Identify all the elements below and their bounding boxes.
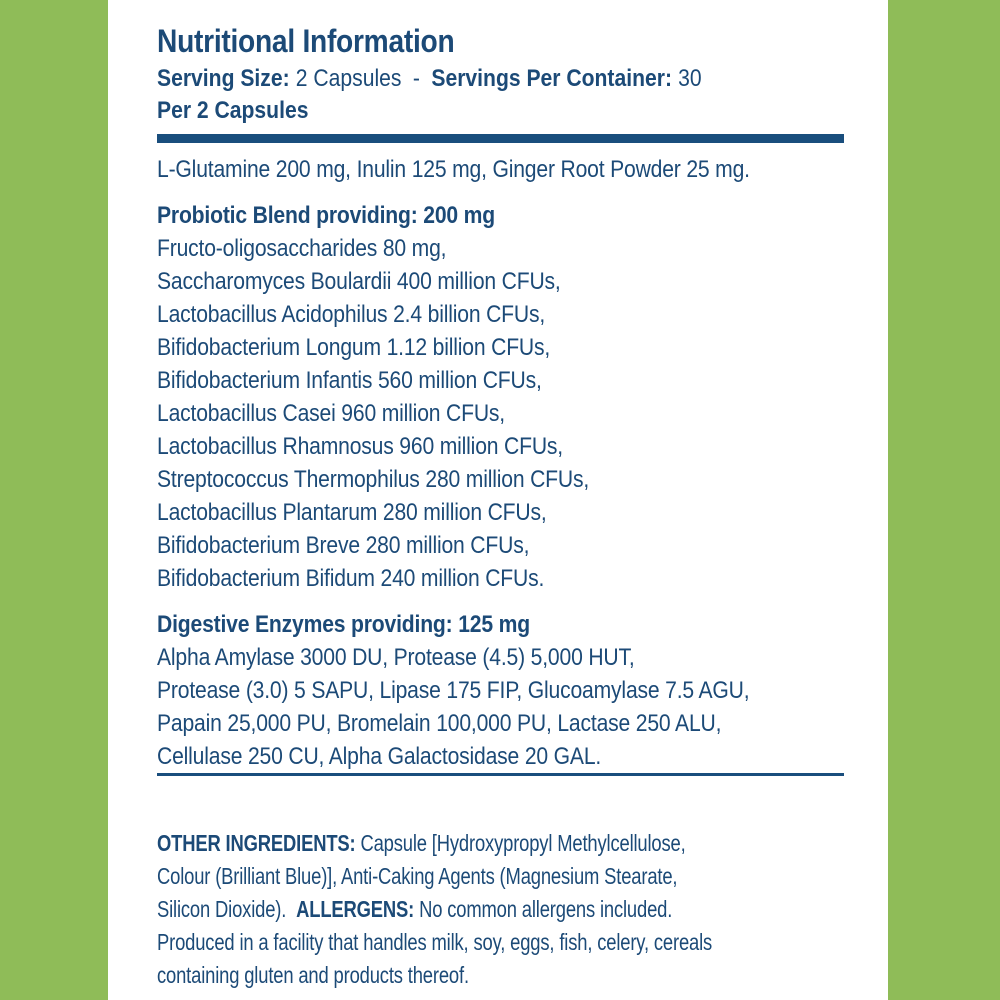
per-serving-heading: Per 2 Capsules: [157, 97, 309, 124]
footer-line: Produced in a facility that handles milk, soy, eggs, fish, celery, cereals: [157, 929, 713, 955]
probiotic-line: Saccharomyces Boulardii 400 million CFUs,: [157, 268, 561, 295]
probiotic-blend-heading: Probiotic Blend providing: 200 mg: [157, 202, 496, 229]
probiotic-line: Bifidobacterium Bifidum 240 million CFUs.: [157, 565, 545, 592]
serving-size-label: Serving Size:: [157, 65, 290, 92]
allergens-label: ALLERGENS:: [296, 896, 415, 922]
probiotic-line: Lactobacillus Acidophilus 2.4 billion CFUs,: [157, 301, 546, 328]
probiotic-line: Lactobacillus Casei 960 million CFUs,: [157, 400, 505, 427]
label-content: [108, 0, 888, 992]
enzyme-line: Alpha Amylase 3000 DU, Protease (4.5) 5,000 HUT,: [157, 644, 635, 671]
enzyme-line: Cellulase 250 CU, Alpha Galactosidase 20 GAL.: [157, 743, 602, 770]
footer-line: containing gluten and products thereof.: [157, 962, 469, 988]
other-ingredients-block: [157, 827, 844, 992]
footer-line: Silicon Dioxide). ALLERGENS: No common allergens included.: [157, 896, 673, 922]
footer-line: OTHER INGREDIENTS: Capsule [Hydroxypropyl Methylcellulose,: [157, 830, 686, 856]
probiotic-line: Streptococcus Thermophilus 280 million CFUs,: [157, 466, 590, 493]
probiotic-line: Lactobacillus Plantarum 280 million CFUs,: [157, 499, 547, 526]
divider-thin: [157, 773, 844, 776]
enzyme-line: Protease (3.0) 5 SAPU, Lipase 175 FIP, Glucoamylase 7.5 AGU,: [157, 677, 750, 704]
other-ingredients-label: OTHER INGREDIENTS:: [157, 830, 356, 856]
serving-info-line: [157, 63, 762, 95]
page-title: Nutritional Information: [157, 23, 455, 59]
footer-line: Colour (Brilliant Blue)], Anti-Caking Agents (Magnesium Stearate,: [157, 863, 678, 889]
enzyme-line: Papain 25,000 PU, Bromelain 100,000 PU, Lactase 250 ALU,: [157, 710, 722, 737]
probiotic-line: Lactobacillus Rhamnosus 960 million CFUs,: [157, 433, 563, 460]
separator-dash: -: [412, 65, 420, 92]
base-ingredients-line: L-Glutamine 200 mg, Inulin 125 mg, Ginger Root Powder 25 mg.: [157, 156, 750, 183]
digestive-enzymes-heading: Digestive Enzymes providing: 125 mg: [157, 611, 530, 638]
probiotic-line: Fructo-oligosaccharides 80 mg,: [157, 235, 447, 262]
servings-per-container-value: 30: [678, 65, 702, 92]
serving-size-value: 2 Capsules: [295, 65, 402, 92]
probiotic-line: Bifidobacterium Breve 280 million CFUs,: [157, 532, 530, 559]
probiotic-line: Bifidobacterium Longum 1.12 billion CFUs,: [157, 334, 551, 361]
divider-thick: [157, 134, 844, 143]
servings-per-container-label: Servings Per Container:: [431, 65, 672, 92]
nutrition-label-panel: [108, 0, 888, 1000]
probiotic-line: Bifidobacterium Infantis 560 million CFUs,: [157, 367, 542, 394]
